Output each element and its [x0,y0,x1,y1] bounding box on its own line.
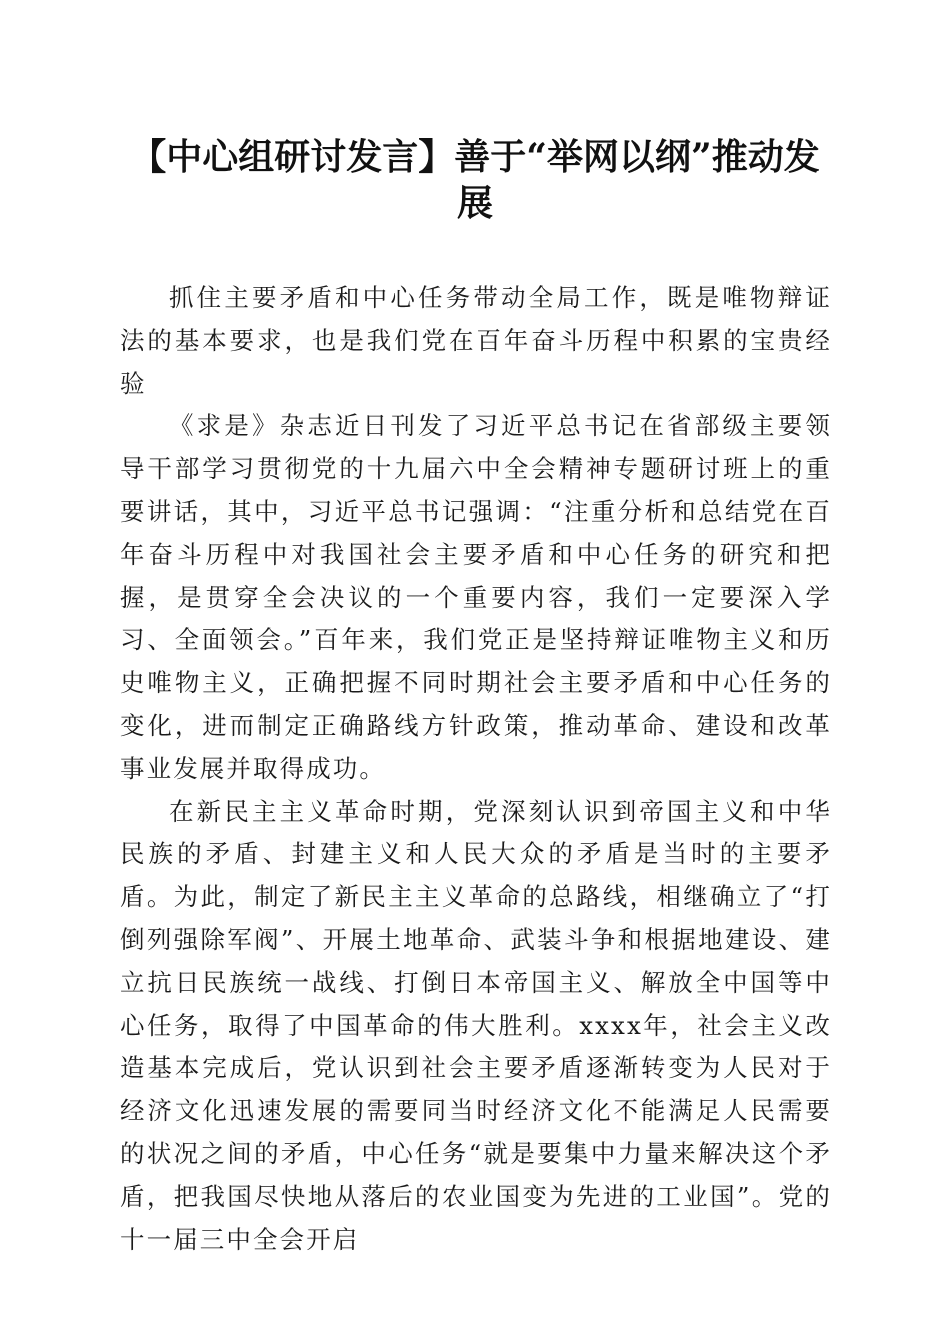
paragraph-1: 抓住主要矛盾和中心任务带动全局工作，既是唯物辩证法的基本要求，也是我们党在百年奋斗历程中积累的宝贵经验 [120,283,832,398]
document-body [120,277,832,1261]
paragraph-2: 《求是》杂志近日刊发了习近平总书记在省部级主要领导干部学习贯彻党的十九届六中全会精神专题研讨班上的重要讲话，其中，习近平总书记强调：“注重分析和总结党在百年奋斗历程中对我国社会主要矛盾和中心任务的研究和把握，是贯穿全会决议的一个重要内容，我们一定要深入学习、全面领会。”百年来，我们党正是坚持辩证唯物主义和历史唯物主义，正确把握不同时期社会主要矛盾和中心任务的变化，进而制定正确路线方针政策，推动革命、建设和改革事业发展并取得成功。 [120,411,832,783]
document-title: 【中心组研讨发言】善于“举网以纲”推动发展 [130,136,820,224]
paragraph-3: 在新民主主义革命时期，党深刻认识到帝国主义和中华民族的矛盾、封建主义和人民大众的矛盾是当时的主要矛盾。为此，制定了新民主主义革命的总路线，相继确立了“打倒列强除军阀”、开展土地革命、武装斗争和根据地建设、建立抗日民族统一战线、打倒日本帝国主义、解放全中国等中心任务，取得了中国革命的伟大胜利。xxxx年，社会主义改造基本完成后，党认识到社会主要矛盾逐渐转变为人民对于经济文化迅速发展的需要同当时经济文化不能满足人民需要的状况之间的矛盾，中心任务“就是要集中力量来解决这个矛盾，把我国尽快地从落后的农业国变为先进的工业国”。党的十一届三中全会开启 [120,796,832,1254]
